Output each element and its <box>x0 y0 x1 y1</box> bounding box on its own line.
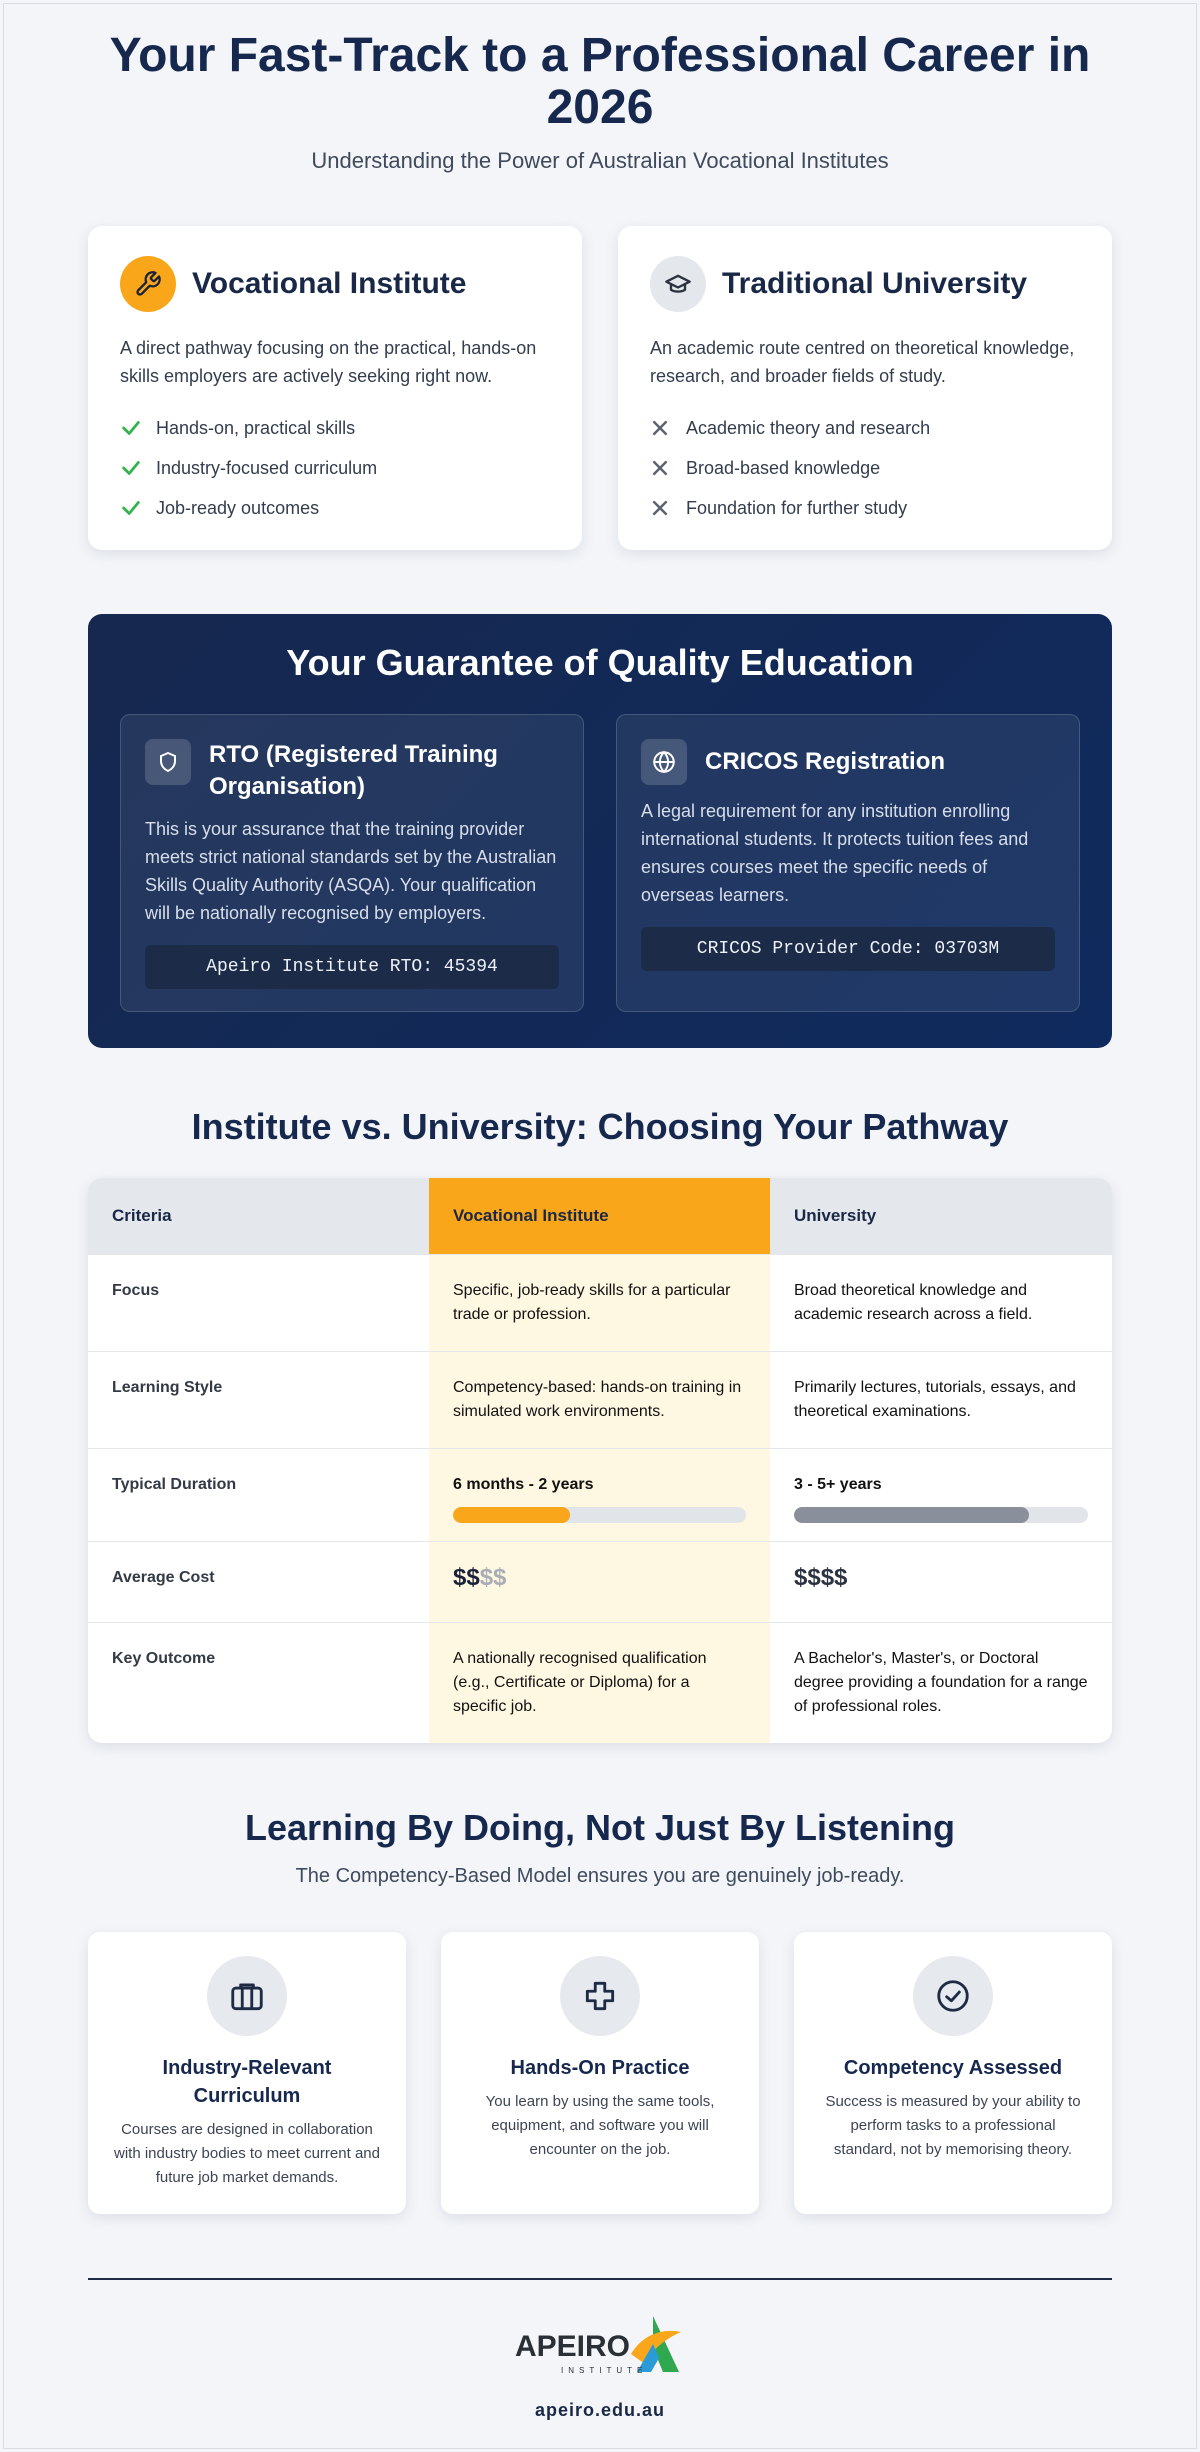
feature-card <box>794 1932 1112 2214</box>
check-icon <box>120 497 156 519</box>
row-vocational: A nationally recognised qualification (e.g., Certificate or Diploma) for a specific job. <box>429 1623 770 1743</box>
point-text: Industry-focused curriculum <box>156 457 378 478</box>
wrench-icon <box>120 256 176 312</box>
comparison-title: Institute vs. University: Choosing Your Pathway <box>191 1106 1009 1147</box>
page-subtitle: Understanding the Power of Australian Vocational Institutes <box>311 148 889 173</box>
feature-title: Hands-On Practice <box>510 2057 690 2079</box>
feature-text: You learn by using the same tools, equipment, and software you will encounter on the job. <box>485 2093 715 2158</box>
rto-code: Apeiro Institute RTO: 45394 <box>145 945 559 989</box>
list-item <box>120 408 550 448</box>
list-item <box>650 448 1080 488</box>
vocational-card <box>88 226 582 550</box>
table-row <box>88 1449 1112 1542</box>
row-vocational <box>429 1449 770 1541</box>
feature-text: Courses are designed in collaboration with industry bodies to meet current and future job market demands. <box>114 2121 380 2186</box>
puzzle-icon <box>560 1956 640 2036</box>
cross-icon <box>650 498 686 518</box>
duration-bar <box>794 1507 1088 1523</box>
point-text: Broad-based knowledge <box>686 457 881 478</box>
apeiro-logo <box>515 2314 685 2384</box>
graduation-cap-icon <box>650 256 706 312</box>
cost-light: $$ <box>479 1564 507 1591</box>
shield-icon <box>145 739 191 785</box>
row-vocational <box>429 1542 770 1622</box>
row-university: Primarily lectures, tutorials, essays, and theoretical examinations. <box>794 1379 1076 1420</box>
vocational-card-title: Vocational Institute <box>192 267 467 300</box>
logo-text: APEIRO <box>515 2330 631 2363</box>
duration-bar-fill <box>453 1507 570 1523</box>
feature-text: Success is measured by your ability to perform tasks to a professional standard, not by memorising theory. <box>825 2093 1081 2158</box>
row-criteria: Focus <box>112 1282 160 1299</box>
feature-card <box>441 1932 759 2214</box>
globe-icon <box>641 739 687 785</box>
table-header-row <box>88 1178 1112 1255</box>
cricos-title: CRICOS Registration <box>705 748 946 775</box>
comparison-table <box>88 1178 1112 1743</box>
hero <box>88 0 1112 174</box>
footer-divider <box>88 2278 1112 2280</box>
row-criteria: Average Cost <box>112 1569 215 1586</box>
website-link[interactable]: apeiro.edu.au <box>534 2400 666 2420</box>
table-row <box>88 1542 1112 1623</box>
rto-card <box>120 714 584 1012</box>
row-university <box>770 1542 1112 1622</box>
check-circle-icon <box>913 1956 993 2036</box>
row-criteria: Learning Style <box>112 1379 223 1396</box>
cost-strong: $$ <box>453 1564 480 1591</box>
logo-subtext: INSTITUTE <box>561 2366 648 2375</box>
header-vocational: Vocational Institute <box>429 1178 770 1254</box>
list-item <box>650 408 1080 448</box>
row-criteria: Key Outcome <box>112 1650 216 1667</box>
check-icon <box>120 457 156 479</box>
row-vocational: Specific, job-ready skills for a particular trade or profession. <box>429 1255 770 1351</box>
list-item <box>120 448 550 488</box>
feature-card <box>88 1932 406 2214</box>
compare-cards <box>88 226 1112 550</box>
cricos-code: CRICOS Provider Code: 03703M <box>641 927 1055 971</box>
table-row <box>88 1255 1112 1352</box>
duration-label: 3 - 5+ years <box>794 1476 882 1493</box>
table-row <box>88 1623 1112 1743</box>
point-text: Hands-on, practical skills <box>156 417 356 438</box>
university-points <box>650 408 1080 528</box>
point-text: Foundation for further study <box>686 497 908 518</box>
row-university <box>770 1449 1112 1541</box>
cost-strong: $$$$ <box>794 1564 848 1591</box>
list-item <box>120 488 550 528</box>
cricos-card <box>616 714 1080 1012</box>
feature-title: Industry-Relevant Curriculum <box>162 2057 332 2107</box>
row-university: Broad theoretical knowledge and academic research across a field. <box>794 1282 1033 1323</box>
header-criteria: Criteria <box>88 1178 429 1254</box>
duration-bar <box>453 1507 746 1523</box>
check-icon <box>120 417 156 439</box>
rto-title: RTO (Registered Training Organisation) <box>209 741 498 800</box>
rto-description: This is your assurance that the training provider meets strict national standards set by the Australian Skills Quality Authority (ASQA). Your qualification will be nationally recognised by employers. <box>145 819 557 923</box>
learning-section <box>88 1807 1112 2214</box>
university-card <box>618 226 1112 550</box>
guarantee-title: Your Guarantee of Quality Education <box>286 642 914 683</box>
page-title: Your Fast-Track to a Professional Career in 2026 <box>109 29 1091 134</box>
guarantee-section <box>88 614 1112 1048</box>
feature-title: Competency Assessed <box>843 2057 1063 2079</box>
cricos-description: A legal requirement for any institution enrolling international students. It protects tuition fees and ensures courses meet the specific needs of overseas learners. <box>641 801 1029 905</box>
cross-icon <box>650 458 686 478</box>
list-item <box>650 488 1080 528</box>
row-criteria: Typical Duration <box>112 1476 237 1493</box>
point-text: Job-ready outcomes <box>156 497 320 518</box>
learning-subtitle: The Competency-Based Model ensures you are genuinely job-ready. <box>295 1865 905 1887</box>
footer <box>88 2278 1112 2421</box>
briefcase-icon <box>207 1956 287 2036</box>
comparison-section <box>88 1106 1112 1743</box>
point-text: Academic theory and research <box>686 417 931 438</box>
university-card-title: Traditional University <box>722 267 1028 300</box>
cross-icon <box>650 418 686 438</box>
learning-title: Learning By Doing, Not Just By Listening <box>244 1807 956 1848</box>
vocational-points <box>120 408 550 528</box>
university-card-description: An academic route centred on theoretical knowledge, research, and broader fields of study. <box>650 338 1075 386</box>
vocational-card-description: A direct pathway focusing on the practical, hands-on skills employers are actively seeking right now. <box>120 338 537 386</box>
row-vocational: Competency-based: hands-on training in simulated work environments. <box>429 1352 770 1448</box>
duration-label: 6 months - 2 years <box>453 1476 594 1493</box>
table-row <box>88 1352 1112 1449</box>
row-university: A Bachelor's, Master's, or Doctoral degree providing a foundation for a range of professional roles. <box>794 1650 1088 1715</box>
duration-bar-fill <box>794 1507 1029 1523</box>
header-university: University <box>770 1178 1112 1254</box>
